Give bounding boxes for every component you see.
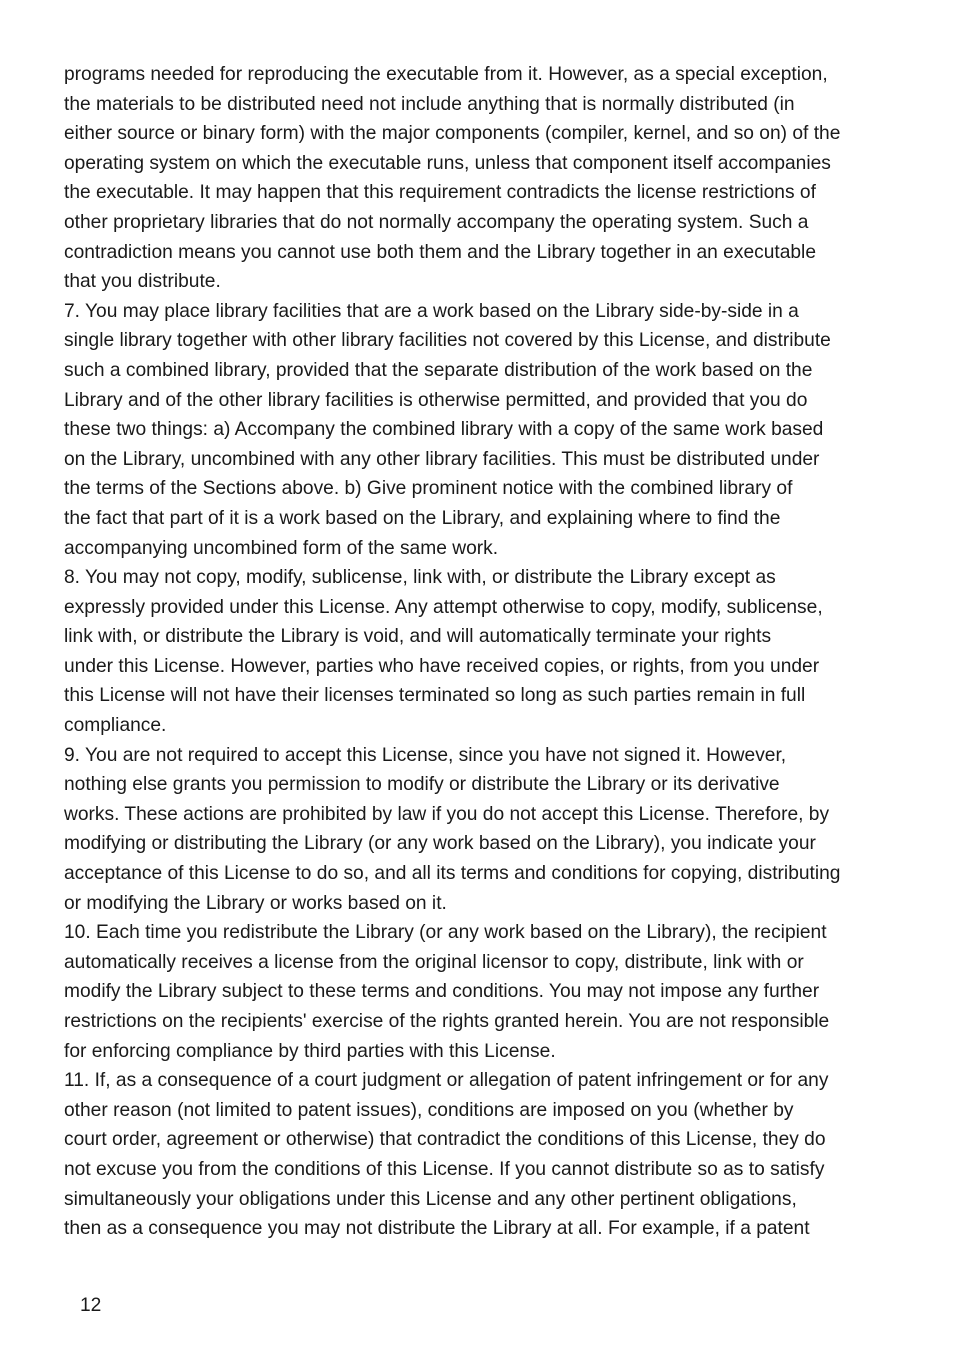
paragraph-section-9: 9. You are not required to accept this License, since you have not signed it. However, nothing else grants you permission to modify or distribute the Library or its derivative works. These actions are prohibited by law if you do not accept this License. Therefore, by modifying or distributing the Library (or any work based on the Library), you indicate your acceptance of this License to do so, and all its terms and conditions for copying, distributing or modifying the Library or works based on it. — [64, 744, 841, 914]
paragraph-section-8: 8. You may not copy, modify, sublicense, link with, or distribute the Library except as expressly provided under this License. Any attempt otherwise to copy, modify, sublicense, link with, or distribute the Library is void, and will automatically terminate your rights under this License. However, parties who have received copies, or rights, from you under this License will not have their licenses terminated so long as such parties remain in full compliance. — [64, 567, 823, 737]
paragraph-section-7: 7. You may place library facilities that are a work based on the Library side-by-side in a single library together with other library facilities not covered by this License, and distribute such a combined library, provided that the separate distribution of the work based on the Library and of the other library facilities is otherwise permitted, and provided that you do these two things: a) Accompany the combined library with a copy of the same work based on the Library, uncombined with any other library facilities. This must be distributed under the terms of the Sections above. b) Give prominent notice with the combined library of the fact that part of it is a work based on the Library, and explaining where to find the accompanying uncombined form of the same work. — [64, 300, 831, 559]
paragraph-continuation: programs needed for reproducing the executable from it. However, as a special exception, the materials to be distributed need not include anything that is normally distributed (in either source or binary form) with the major components (compiler, kernel, and so on) of the operating system on which the executable runs, unless that component itself accompanies the executable. It may happen that this requirement contradicts the license restrictions of other proprietary libraries that do not normally accompany the operating system. Such a contradiction means you cannot use both them and the Library together in an executable that you distribute. — [64, 64, 841, 293]
paragraph-section-10: 10. Each time you redistribute the Library (or any work based on the Library), the recipient automatically receives a license from the original licensor to copy, distribute, link with or modify the Library subject to these terms and conditions. You may not impose any further restrictions on the recipients' exercise of the rights granted herein. You are not responsible for enforcing compliance by third parties with this License. — [64, 922, 830, 1062]
page-number: 12 — [80, 1295, 102, 1316]
document-body — [64, 60, 894, 1244]
paragraph-section-11: 11. If, as a consequence of a court judgment or allegation of patent infringement or for any other reason (not limited to patent issues), conditions are imposed on you (whether by court order, agreement or otherwise) that contradict the conditions of this License, they do not excuse you from the conditions of this License. If you cannot distribute so as to satisfy simultaneously your obligations under this License and any other pertinent obligations, then as a consequence you may not distribute the Library at all. For example, if a patent — [64, 1070, 829, 1240]
